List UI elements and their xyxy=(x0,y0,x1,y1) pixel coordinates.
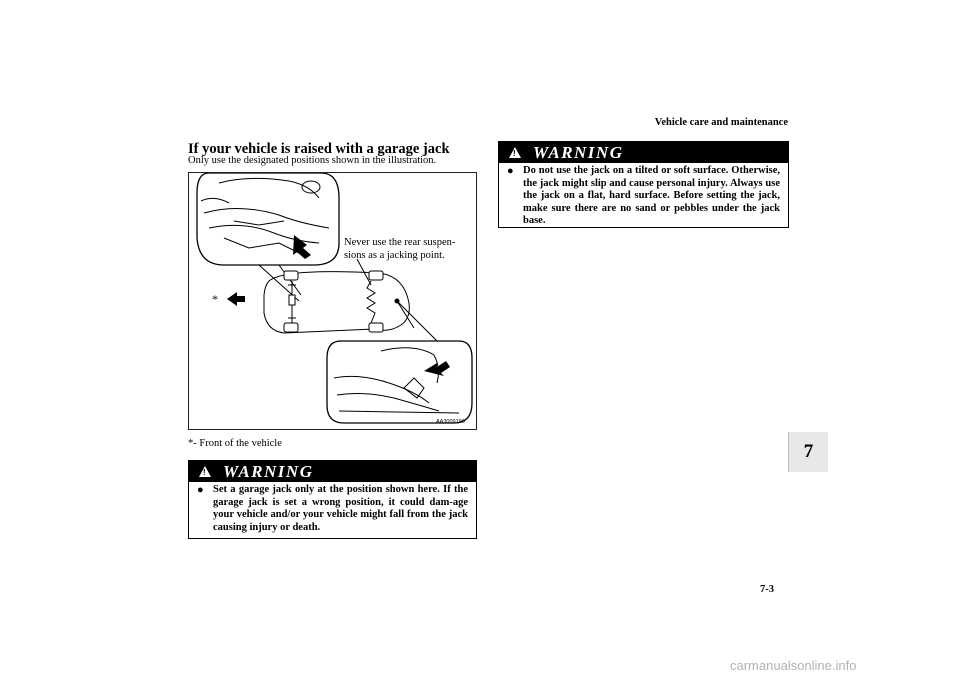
watermark: carmanualsonline.info xyxy=(730,658,857,673)
vehicle-underside-diagram xyxy=(189,173,478,431)
intro-text: Only use the designated positions shown in the illustration. xyxy=(188,155,437,166)
bullet-icon: ● xyxy=(507,165,514,177)
warning-body xyxy=(189,482,476,538)
figure-footnote: *- Front of the vehicle xyxy=(188,438,282,449)
page-number: 7-3 xyxy=(760,584,774,595)
figure-callout: Never use the rear suspen-sions as a jacking point. xyxy=(344,237,456,261)
warning-header xyxy=(499,142,788,163)
jack-point-arrow-icon xyxy=(293,235,311,259)
bullet-icon: ● xyxy=(197,484,204,496)
figure-code: AA3009190 xyxy=(436,419,465,425)
front-marker-asterisk: * xyxy=(212,292,218,306)
section-heading: If your vehicle is raised with a garage jack xyxy=(188,141,450,157)
warning-header xyxy=(189,461,476,482)
warning-box-jack-position xyxy=(188,460,477,539)
warning-body xyxy=(499,163,788,228)
front-arrow-icon xyxy=(227,292,245,306)
warning-box-jack-surface xyxy=(498,141,789,228)
warning-text: Do not use the jack on a tilted or soft surface. Otherwise, the jack might slip and cause personal injury. Always use the jack on a flat, hard surface. Before setting the jack, make sure there are no sand or pebbles under the jack base. xyxy=(523,165,780,226)
warning-triangle-icon: ! xyxy=(199,466,211,477)
jack-point-arrow-icon xyxy=(424,361,450,376)
warning-triangle-icon: ! xyxy=(509,147,521,158)
chapter-tab: 7 xyxy=(788,432,828,472)
warning-text: Set a garage jack only at the position shown here. If the garage jack is set a wrong position, it could dam-age your vehicle and/or your vehicle might fall from the jack causing injury or death. xyxy=(213,484,468,533)
running-header: Vehicle care and maintenance xyxy=(654,117,788,128)
warning-label: WARNING xyxy=(223,461,314,481)
warning-label: WARNING xyxy=(533,142,624,162)
jacking-point-illustration xyxy=(188,172,477,430)
